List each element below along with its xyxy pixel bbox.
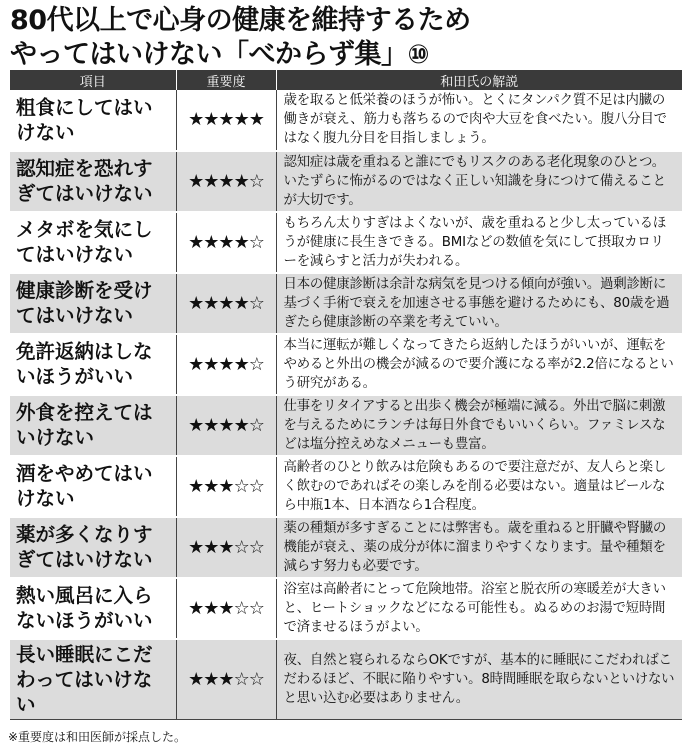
row-item: 健康診断を受けてはいけない [10,273,176,334]
footnote: ※重要度は和田医師が採点した。 [8,730,187,744]
row-item: 長い睡眠にこだわってはいけない [10,639,176,720]
row-rating: ★★★★☆ [176,212,276,273]
row-commentary: 薬の種類が多すぎることには弊害も。歳を重ねると肝臓や腎臓の機能が衰え、薬の成分が体に溜まりやすくなります。量や種類を減らす努力も必要です。 [276,517,682,578]
table-row [10,578,682,639]
row-rating: ★★★☆☆ [176,639,276,720]
row-item: 酒をやめてはいけない [10,456,176,517]
row-commentary: 日本の健康診断は余計な病気を見つける傾向が強い。過剰診断に基づく手術で衰えを加速させる事態を避けるためにも、80歳を過ぎたら健康診断の卒業を考えていい。 [276,273,682,334]
row-item: 粗食にしてはいけない [10,90,176,151]
title-line-2 [10,38,682,72]
row-commentary: 仕事をリタイアすると出歩く機会が極端に減る。外出で脳に刺激を与えるためにランチは毎日外食でもいいくらい。ファミレスなどは塩分控えめなメニューも豊富。 [276,395,682,456]
table-row [10,273,682,334]
table-row [10,334,682,395]
table-header-row [10,70,682,90]
table-row [10,517,682,578]
row-item: メタボを気にしてはいけない [10,212,176,273]
row-item: 熱い風呂に入らないほうがいい [10,578,176,639]
row-rating: ★★★★★ [176,90,276,151]
rules-table [10,70,682,720]
table-row [10,639,682,720]
table-row [10,395,682,456]
table-row [10,151,682,212]
row-item: 薬が多くなりすぎてはいけない [10,517,176,578]
row-rating: ★★★★☆ [176,151,276,212]
row-commentary: 浴室は高齢者にとって危険地帯。浴室と脱衣所の寒暖差が大きいと、ヒートショックなどになる可能性も。ぬるめのお湯で短時間で済ませるほうがよい。 [276,578,682,639]
header-commentary: 和田氏の解説 [276,70,682,90]
header-item: 項目 [10,70,176,90]
row-commentary: 夜、自然と寝られるならOKですが、基本的に睡眠にこだわればこだわるほど、不眠に陥りやすい。8時間睡眠を取らないといけないと思い込む必要はありません。 [276,639,682,720]
row-rating: ★★★☆☆ [176,578,276,639]
row-item: 認知症を恐れすぎてはいけない [10,151,176,212]
row-rating: ★★★★☆ [176,273,276,334]
row-commentary: 本当に運転が難しくなってきたら返納したほうがいいが、運転をやめると外出の機会が減るので要介護になる率が2.2倍になるという研究がある。 [276,334,682,395]
page-title [10,4,682,72]
table-row [10,456,682,517]
row-commentary: 認知症は歳を重ねると誰にでもリスクのある老化現象のひとつ。いたずらに怖がるのではなく正しい知識を身につけて備えることが大切です。 [276,151,682,212]
row-item: 免許返納はしないほうがいい [10,334,176,395]
row-commentary: もちろん太りすぎはよくないが、歳を重ねると少し太っているほうが健康に長生きできる。BMIなどの数値を気にして摂取カロリーを減らすと活力が失われる。 [276,212,682,273]
row-rating: ★★★★☆ [176,395,276,456]
table-row [10,90,682,151]
header-importance: 重要度 [176,70,276,90]
row-rating: ★★★★☆ [176,334,276,395]
title-line-2-text: やってはいけない「べからず集」 [10,39,408,70]
title-line-1: 80代以上で心身の健康を維持するため [10,5,471,36]
title-number: ⑩ [407,40,430,70]
table-row [10,212,682,273]
row-item: 外食を控えてはいけない [10,395,176,456]
row-rating: ★★★☆☆ [176,456,276,517]
row-commentary: 歳を取ると低栄養のほうが怖い。とくにタンパク質不足は内臓の働きが衰え、筋力も落ちるので肉や大豆を食べたい。腹八分目ではなく腹九分目を目指しましょう。 [276,90,682,151]
row-rating: ★★★☆☆ [176,517,276,578]
row-commentary: 高齢者のひとり飲みは危険もあるので要注意だが、友人らと楽しく飲むのであればその楽しみを削る必要はない。適量はビールなら中瓶1本、日本酒なら1合程度。 [276,456,682,517]
